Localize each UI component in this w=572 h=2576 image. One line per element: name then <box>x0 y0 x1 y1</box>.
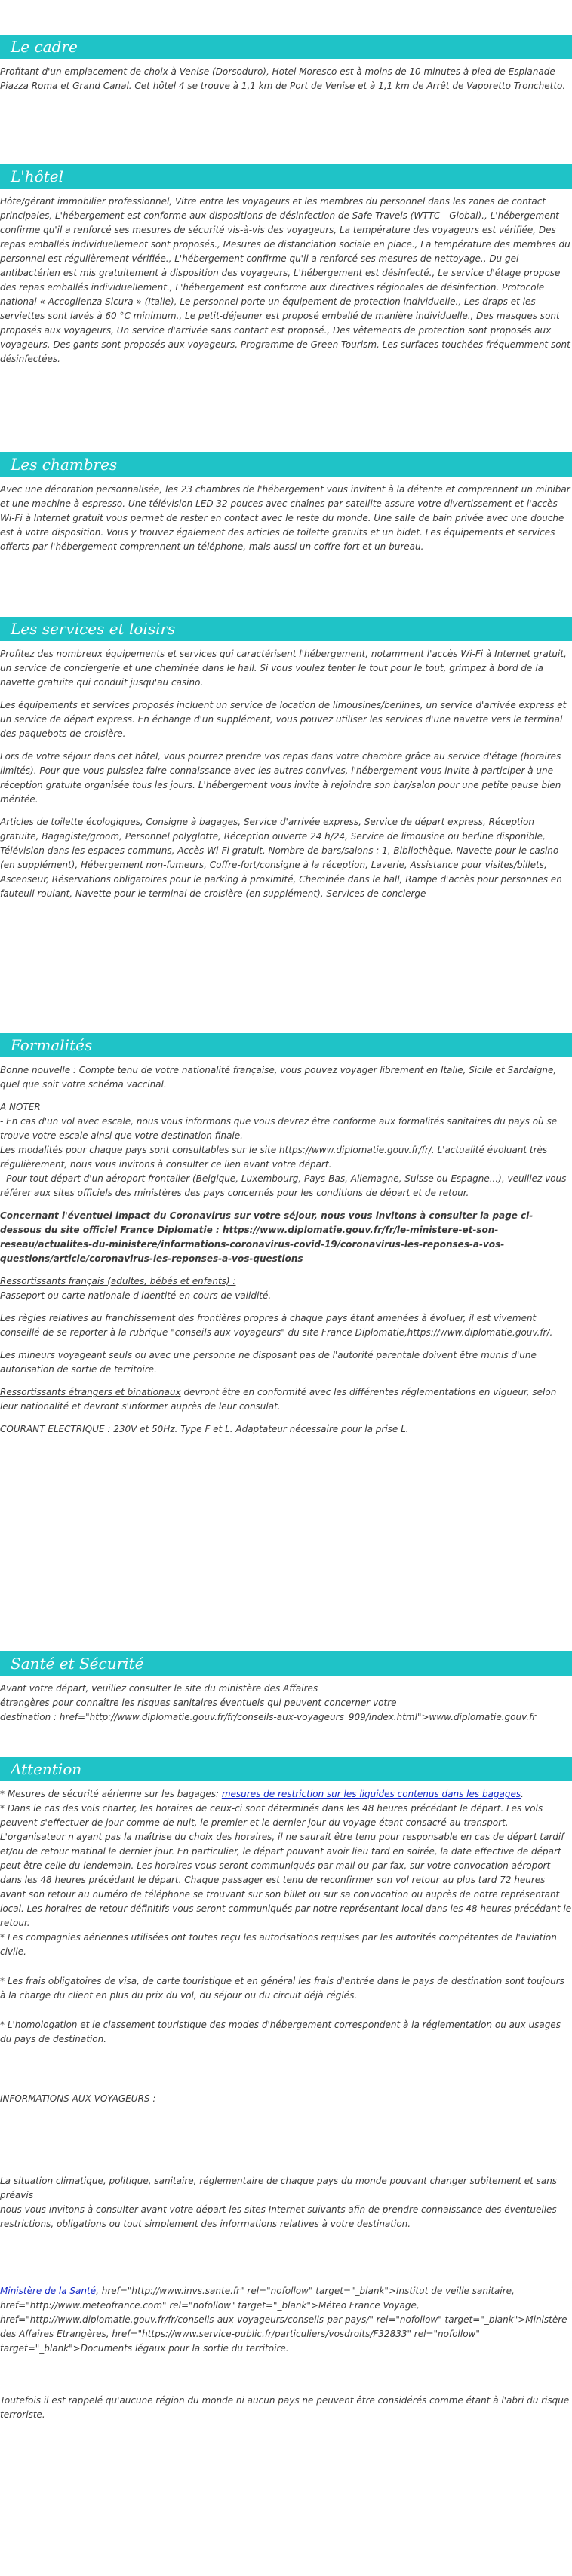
attention-p1 <box>0 1787 572 1802</box>
section-sante <box>0 1651 572 1733</box>
attention-p2: * Dans le cas des vols charter, les horaires de ceux-ci sont déterminés dans les 48 heures précédant le départ. Les vols peuvent s'effectuer de jour comme de nuit, le premier et le dernier jour du voyage étant consacré au transport. L'organisateur n'ayant pas la maîtrise du choix des horaires, il ne saurait être tenu pour responsable en cas de départ tardif et/ou de retour matinal le dernier jour. En particulier, le départ pouvant avoir lieu tard en soirée, la date effective de départ peut être celle du lendemain. Les horaires vous seront communiqués par mail ou par fax, sur votre convocation aéroport dans les 48 heures précédant le départ. Chaque passager est tenu de reconfirmer son vol retour au plus tard 72 heures avant son retour au numéro de téléphone se trouvant sur son billet ou sur sa convocation ou auprès de notre représentant local. Les horaires de retour définitifs vous seront communiqués par notre représentant local dans les 48 heures précédant le retour. <box>0 1803 572 1928</box>
section-title-attention: Attention <box>0 1757 572 1781</box>
cadre-text: Profitant d'un emplacement de choix à Venise (Dorsoduro), Hotel Moresco est à moins de 10 minutes à pied de Esplanade Piazza Roma et Grand Canal. Cet hôtel 4 se trouve à 1,1 km de Port de Venise et à 1,1 km de Arrêt de Vaporetto Tronchetto. <box>0 66 566 91</box>
section-cadre <box>0 35 572 102</box>
formalites-p8: COURANT ELECTRIQUE : 230V et 50Hz. Type F et L. Adaptateur nécessaire pour la prise L. <box>0 1424 409 1434</box>
services-p4: Articles de toilette écologiques, Consigne à bagages, Service d'arrivée express, Service de départ express, Réception gratuite, Bagagiste/groom, Personnel polyglotte, Réception ouverte 24 h/24, Service de limousine ou berline disponible, Télévision dans les espaces communs, Accès Wi-Fi gratuit, Nombre de bars/salons : 1, Bibliothèque, Navette pour le casino (en supplément), Hébergement non-fumeurs, Coffre-fort/consigne à la réception, Laverie, Assistance pour visites/billets, Ascenseur, Réservations obligatoires pour le parking à proximité, Cheminée dans le hall, Rampe d'accès pour personnes en fauteuil roulant, Navette pour le terminal de croisière (en supplément), Services de concierge <box>0 817 562 899</box>
attention-p8 <box>0 2284 572 2356</box>
section-formalites <box>0 1033 572 1445</box>
sante-text: Avant votre départ, veuillez consulter le site du ministère des Affaires étrangères pour connaître les risques sanitaires éventuels qui peuvent concerner votre destination : href="http://www.diplomatie.gouv.fr/fr/conseils-aux-voyageurs_909/index.html">www.diplomatie.gouv.fr <box>0 1683 537 1722</box>
services-p3: Lors de votre séjour dans cet hôtel, vous pourrez prendre vos repas dans votre chambre grâce au service d'étage (horaires limités). Pour que vous puissiez faire connaissance avec les autres convives, l'hébergement vous invite à participer à une réception gratuite organisée tous les jours. L'hébergement vous invite à rejoindre son bar/salon pour une petite pause bien méritée. <box>0 751 561 805</box>
ministere-sante-link[interactable]: Ministère de la Santé <box>0 2286 97 2296</box>
attention-p1-post: . <box>521 1789 524 1799</box>
section-services <box>0 617 572 909</box>
formalites-p4 <box>0 1274 572 1303</box>
formalites-p2: A NOTER - En cas d'un vol avec escale, nous vous informons que vous devrez être conforme aux formalités sanitaires du pays où se trouve votre escale ainsi que votre destination finale. Les modalités pour chaque pays sont consultables sur le site https://www.diplomatie.gouv.fr/fr/. L'actualité évoluant très régulièrement, nous vous invitons à consulter ce lien avant votre départ. - Pour tout départ d'un aéroport frontalier (Belgique, Luxembourg, Pays-Bas, Allemagne, Suisse ou Espagne...), veuillez vous référer aux sites officiels des ministères des pays concernés pour les conditions de départ et de retour. <box>0 1102 567 1198</box>
section-title-cadre: Le cadre <box>0 35 572 59</box>
formalites-p4-text: Passeport ou carte nationale d'identité en cours de validité. <box>0 1290 272 1301</box>
formalites-p7 <box>0 1385 572 1414</box>
attention-p1-pre: * Mesures de sécurité aérienne sur les bagages: <box>0 1789 222 1799</box>
section-attention <box>0 1757 572 2430</box>
section-title-hotel: L'hôtel <box>0 164 572 189</box>
chambres-text: Avec une décoration personnalisée, les 23 chambres de l'hébergement vous invitent à la détente et comprennent un minibar et une machine à espresso. Une télévision LED 32 pouces avec chaînes par satellite assure votre divertissement et l'accès Wi-Fi à Internet gratuit vous permet de rester en contact avec le reste du monde. Une salle de bain privée avec une douche est à votre disposition. Vous y trouvez également des articles de toilette gratuits et un bidet. Les équipements et services offerts par l'hébergement comprennent un téléphone, mais aussi un coffre-fort et un bureau. <box>0 484 570 552</box>
attention-p7: La situation climatique, politique, sanitaire, réglementaire de chaque pays du monde pouvant changer subitement et sans préavis nous vous invitons à consulter avant votre départ les sites Internet suivants afin de prendre connaissance des éventuelles restrictions, obligations ou tout simplement des informations relatives à votre destination. <box>0 2176 558 2229</box>
formalites-p6: Les mineurs voyageant seuls ou avec une personne ne disposant pas de l'autorité parentale doivent être munis d'une autorisation de sortie de territoire. <box>0 1350 537 1375</box>
section-title-sante: Santé et Sécurité <box>0 1651 572 1676</box>
attention-p4: * Les frais obligatoires de visa, de carte touristique et en général les frais d'entrée dans le pays de destination sont toujours à la charge du client en plus du prix du vol, du séjour ou du circuit déjà réglés. <box>0 1976 564 2001</box>
formalites-p7-text: devront être en conformité avec les différentes réglementations en vigueur, selon leur nationalité et devront s'informer auprès de leur consulat. <box>0 1387 557 1412</box>
attention-p9: Toutefois il est rappelé qu'aucune région du monde ni aucun pays ne peuvent être considérés comme étant à l'abri du risque terroriste. <box>0 2395 570 2420</box>
formalites-p3: Concernant l'éventuel impact du Coronavirus sur votre séjour, nous vous invitons à consulter la page ci-dessous du site officiel France Diplomatie : https://www.diplomatie.gouv.fr/fr/le-ministere-et-son-reseau/actualites-du-ministere/informations-coronavirus-covid-19/coronavirus-les-reponses-a-vos-questions/article/coronavirus-les-reponses-a-vos-questions <box>0 1210 534 1264</box>
section-hotel <box>0 164 572 375</box>
formalites-p1: Bonne nouvelle : Compte tenu de votre nationalité française, vous pouvez voyager librement en Italie, Sicile et Sardaigne, quel que soit votre schéma vaccinal. <box>0 1065 557 1090</box>
formalites-p5: Les règles relatives au franchissement des frontières propres à chaque pays étant amenées à évoluer, il est vivement conseillé de se reporter à la rubrique "conseils aux voyageurs" du site France Diplomatie,https://www.diplomatie.gouv.fr/. <box>0 1313 553 1338</box>
formalites-p7-head: Ressortissants étrangers et binationaux <box>0 1387 181 1397</box>
services-p2: Les équipements et services proposés incluent un service de location de limousines/berlines, un service d'arrivée express et un service de départ express. En échange d'un supplément, vous pouvez utiliser les services d'une navette vers le terminal des paquebots de croisière. <box>0 700 567 739</box>
section-title-chambres: Les chambres <box>0 452 572 477</box>
services-p1: Profitez des nombreux équipements et services qui caractérisent l'hébergement, notamment l'accès Wi-Fi à Internet gratuit, un service de conciergerie et une cheminée dans le hall. Si vous voulez tenter le tout pour le tout, grimpez à bord de la navette gratuite qui conduit jusqu'au casino. <box>0 649 567 688</box>
attention-p8-text: , href="http://www.invs.sante.fr" rel="nofollow" target="_blank">Institut de veille sanitaire, href="http://www.meteofrance.com" rel="nofollow" target="_blank">Méteo France Voyage, href="http://www.diplomatie.gouv.fr/fr/conseils-aux-voyageurs/conseils-par-pays/" rel="nofollow" target="_blank">Ministère des Affaires Etrangères, href="https://www.service-public.fr/particuliers/vosdroits/F32833" rel="nofollow" target="_blank">Documents légaux pour la sortie du territoire. <box>0 2286 567 2354</box>
section-title-services: Les services et loisirs <box>0 617 572 641</box>
attention-p5: * L'homologation et le classement touristique des modes d'hébergement correspondent à la réglementation ou aux usages du pays de destination. <box>0 2019 561 2044</box>
attention-p3: * Les compagnies aériennes utilisées ont toutes reçu les autorisations requises par les autorités compétentes de l'aviation civile. <box>0 1932 557 1957</box>
hotel-text: Hôte/gérant immobilier professionnel, Vitre entre les voyageurs et les membres du personnel dans les zones de contact principales, L'hébergement est conforme aux dispositions de désinfection de Safe Travels (WTTC - Global)., L'hébergement confirme qu'il a renforcé ses mesures de sécurité vis-à-vis des voyageurs, La température des voyageurs est vérifiée, Des repas emballés individuellement sont proposés., Mesures de distanciation sociale en place., La température des membres du personnel est régulièrement vérifiée., L'hébergement confirme qu'il a renforcé ses mesures de nettoyage., Du gel antibactérien est mis gratuitement à disposition des voyageurs, L'hébergement est désinfecté., Le service d'étage propose des repas emballés individuellement., L'hébergement est conforme aux directives régionales de désinfection. Protocole national « Accoglienza Sicura » (Italie), Le personnel porte un équipement de protection individuelle., Les draps et les serviettes sont lavés à 60 °C minimum., Le petit-déjeuner est proposé emballé de manière individuelle., Des masques sont proposés aux voyageurs, Un service d'arrivée sans contact est proposé., Des vêtements de protection sont proposés aux voyageurs, Des gants sont proposés aux voyageurs, Programme de Green Tourism, Les surfaces touchées fréquemment sont désinfectées. <box>0 196 570 364</box>
formalites-p4-head: Ressortissants français (adultes, bébés et enfants) : <box>0 1276 236 1286</box>
section-chambres <box>0 452 572 563</box>
section-title-formalites: Formalités <box>0 1033 572 1057</box>
liquids-restriction-link[interactable]: mesures de restriction sur les liquides contenus dans les bagages <box>221 1789 521 1799</box>
attention-p6: INFORMATIONS AUX VOYAGEURS : <box>0 2093 156 2104</box>
